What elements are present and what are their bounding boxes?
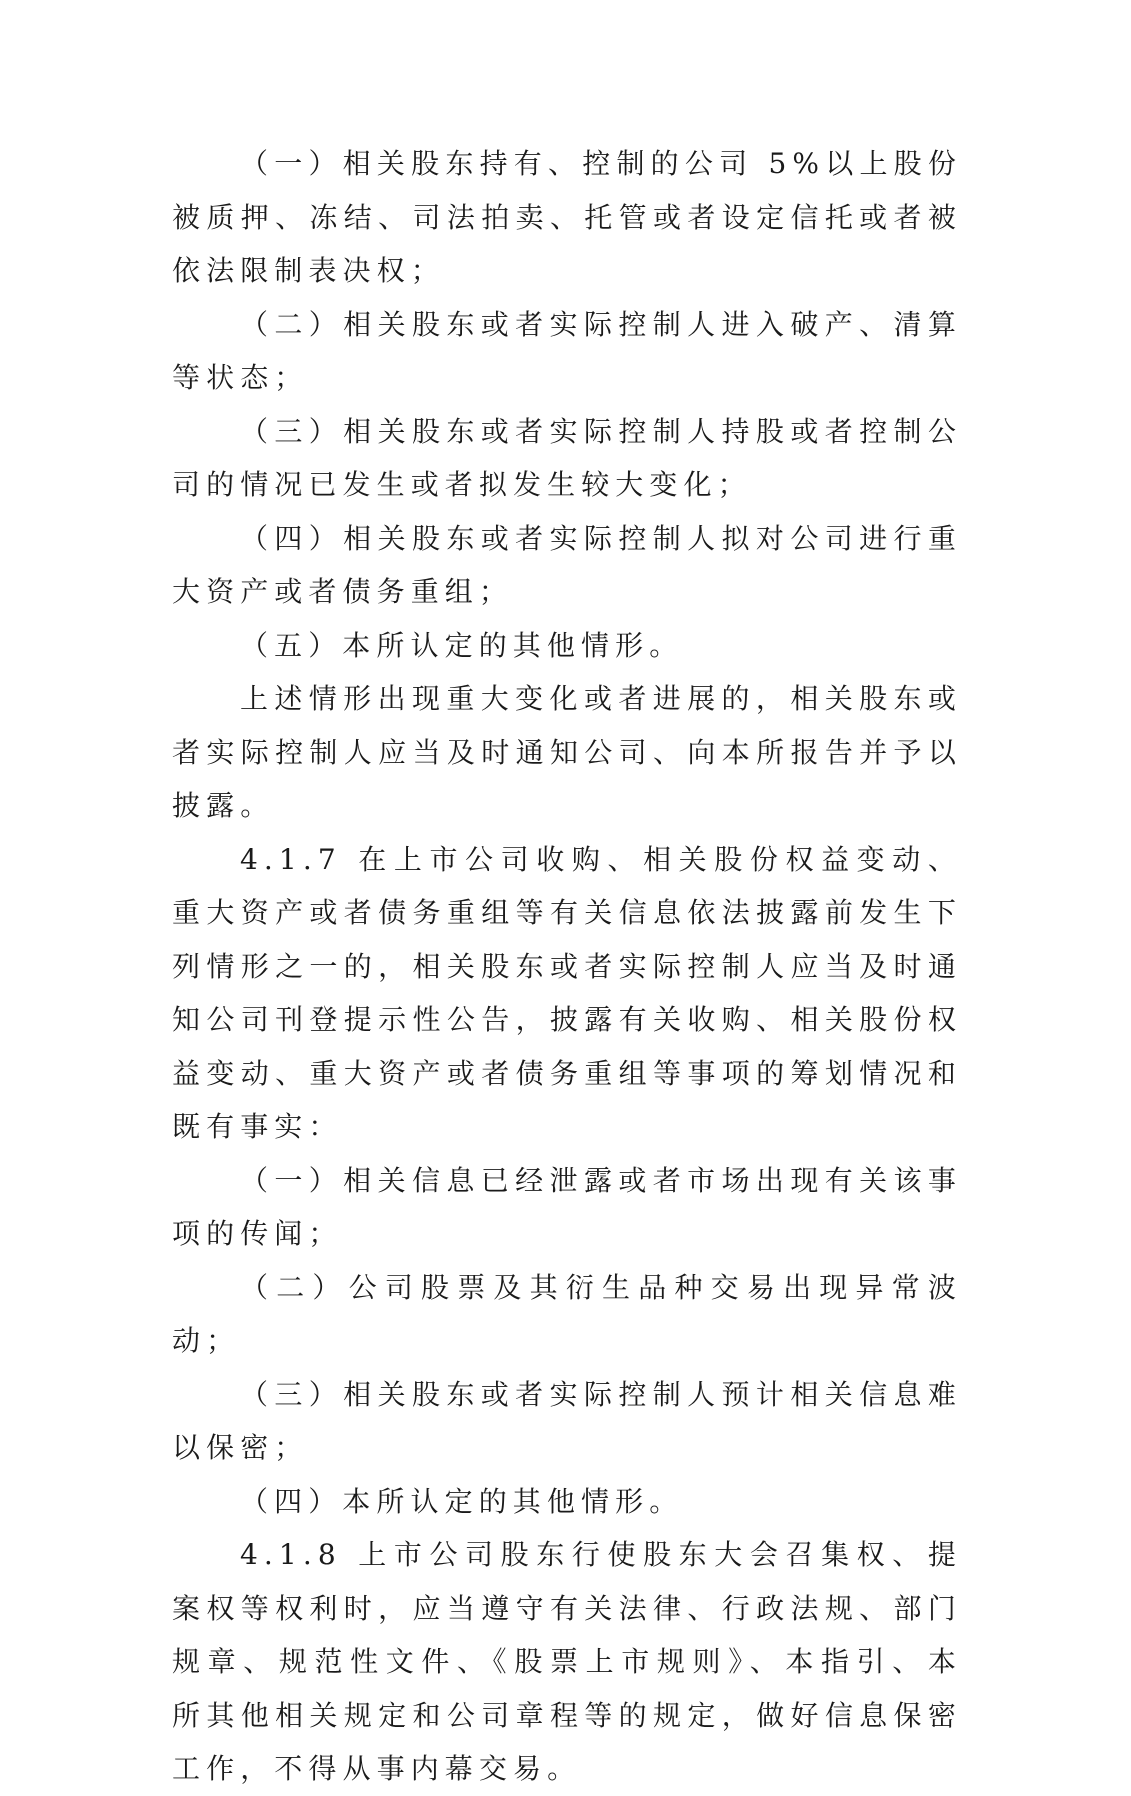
paragraph-pledge-freeze: （一）相关股东持有、控制的公司 5%以上股份被质押、冻结、司法拍卖、托管或者设定信托或者被依法限制表决权； <box>172 147 962 287</box>
paragraph-article-4-1-7: 4.1.7 在上市公司收购、相关股份权益变动、重大资产或者债务重组等有关信息依法披露前发生下列情形之一的，相关股东或者实际控制人应当及时通知公司刊登提示性公告，披露有关收购、相关股份权益变动、重大资产或者债务重组等事项的筹划情况和既有事实： <box>172 842 962 1143</box>
paragraph-information-leak: （一）相关信息已经泄露或者市场出现有关该事项的传闻； <box>172 1163 962 1250</box>
paragraph-other-circumstances: （五）本所认定的其他情形。 <box>240 628 684 662</box>
paragraph-article-4-1-8: 4.1.8 上市公司股东行使股东大会召集权、提案权等权利时，应当遵守有关法律、行政法规、部门规章、规范性文件、《股票上市规则》、本指引、本所其他相关规定和公司章程等的规定，做好信息保密工作，不得从事内幕交易。 <box>172 1538 962 1785</box>
paragraph-disclosure-duty: 上述情形出现重大变化或者进展的，相关股东或者实际控制人应当及时通知公司、向本所报告并予以披露。 <box>172 682 962 822</box>
paragraph-abnormal-trading: （二）公司股票及其衍生品种交易出现异常波动； <box>172 1270 962 1357</box>
paragraph-restructuring: （四）相关股东或者实际控制人拟对公司进行重大资产或者债务重组； <box>172 521 962 608</box>
document-body <box>172 137 962 1796</box>
paragraph-bankruptcy: （二）相关股东或者实际控制人进入破产、清算等状态； <box>172 307 962 394</box>
paragraph-confidentiality-risk: （三）相关股东或者实际控制人预计相关信息难以保密； <box>172 1377 962 1464</box>
paragraph-control-change: （三）相关股东或者实际控制人持股或者控制公司的情况已发生或者拟发生较大变化； <box>172 414 962 501</box>
paragraph-other-circumstances-2: （四）本所认定的其他情形。 <box>240 1484 684 1518</box>
